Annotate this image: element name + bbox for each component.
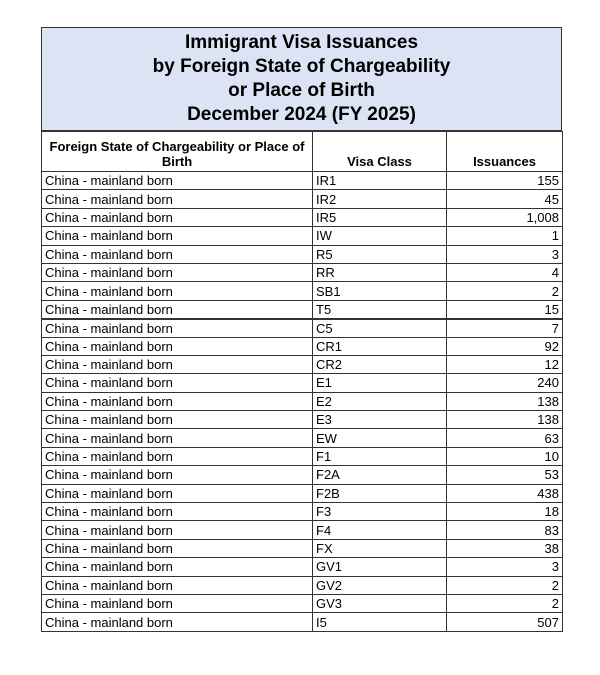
cell-issuances: 240 [447,374,563,392]
cell-state: China - mainland born [42,576,313,594]
cell-visa-class: GV2 [313,576,447,594]
cell-state: China - mainland born [42,355,313,373]
cell-issuances: 1,008 [447,208,563,226]
table-row [42,503,563,521]
cell-state: China - mainland born [42,263,313,281]
table-row [42,300,563,318]
cell-visa-class: IR2 [313,190,447,208]
cell-state: China - mainland born [42,594,313,612]
table-row [42,539,563,557]
cell-issuances: 507 [447,613,563,631]
cell-visa-class: F1 [313,447,447,465]
table-body [42,172,563,632]
cell-issuances: 92 [447,337,563,355]
title-line-1: Immigrant Visa Issuances [184,32,419,53]
title-block [41,27,562,131]
cell-issuances: 155 [447,172,563,190]
cell-issuances: 4 [447,263,563,281]
table-row [42,282,563,300]
cell-state: China - mainland born [42,447,313,465]
cell-state: China - mainland born [42,227,313,245]
cell-issuances: 12 [447,355,563,373]
cell-state: China - mainland born [42,411,313,429]
header-state: Foreign State of Chargeability or Place of Birth [42,132,313,172]
cell-state: China - mainland born [42,208,313,226]
cell-visa-class: C5 [313,319,447,337]
cell-issuances: 53 [447,466,563,484]
cell-visa-class: GV1 [313,558,447,576]
table-row [42,411,563,429]
cell-state: China - mainland born [42,374,313,392]
cell-state: China - mainland born [42,319,313,337]
cell-issuances: 2 [447,282,563,300]
cell-visa-class: E3 [313,411,447,429]
table-row [42,429,563,447]
cell-visa-class: GV3 [313,594,447,612]
cell-state: China - mainland born [42,282,313,300]
cell-issuances: 15 [447,300,563,318]
cell-state: China - mainland born [42,539,313,557]
table-row [42,245,563,263]
cell-visa-class: IR5 [313,208,447,226]
cell-visa-class: F2A [313,466,447,484]
table-row [42,227,563,245]
cell-state: China - mainland born [42,466,313,484]
cell-issuances: 138 [447,411,563,429]
table-row [42,594,563,612]
title-line-4: December 2024 (FY 2025) [187,104,416,125]
table-row [42,190,563,208]
cell-issuances: 1 [447,227,563,245]
cell-state: China - mainland born [42,190,313,208]
cell-visa-class: E2 [313,392,447,410]
table-row [42,613,563,631]
cell-visa-class: IW [313,227,447,245]
table-row [42,355,563,373]
cell-visa-class: I5 [313,613,447,631]
cell-visa-class: IR1 [313,172,447,190]
table-row [42,319,563,337]
cell-visa-class: RR [313,263,447,281]
cell-state: China - mainland born [42,172,313,190]
table-row [42,263,563,281]
table-row [42,392,563,410]
cell-visa-class: F4 [313,521,447,539]
cell-issuances: 3 [447,245,563,263]
cell-state: China - mainland born [42,503,313,521]
cell-visa-class: CR2 [313,355,447,373]
table-header-row [42,132,563,172]
header-issuances: Issuances [447,132,563,172]
table-row [42,466,563,484]
title-line-2: by Foreign State of Chargeability [152,56,451,77]
cell-issuances: 83 [447,521,563,539]
cell-issuances: 10 [447,447,563,465]
table-row [42,521,563,539]
visa-issuance-document [41,27,562,632]
cell-state: China - mainland born [42,392,313,410]
header-visa-class: Visa Class [313,132,447,172]
title-line-3: or Place of Birth [228,80,375,101]
cell-state: China - mainland born [42,245,313,263]
table-row [42,447,563,465]
cell-issuances: 63 [447,429,563,447]
cell-visa-class: F2B [313,484,447,502]
cell-visa-class: T5 [313,300,447,318]
cell-state: China - mainland born [42,484,313,502]
cell-issuances: 2 [447,594,563,612]
cell-issuances: 18 [447,503,563,521]
cell-visa-class: F3 [313,503,447,521]
cell-visa-class: R5 [313,245,447,263]
cell-state: China - mainland born [42,558,313,576]
table-row [42,484,563,502]
cell-visa-class: E1 [313,374,447,392]
cell-issuances: 38 [447,539,563,557]
cell-issuances: 138 [447,392,563,410]
cell-issuances: 2 [447,576,563,594]
cell-issuances: 7 [447,319,563,337]
cell-issuances: 438 [447,484,563,502]
cell-issuances: 3 [447,558,563,576]
cell-state: China - mainland born [42,429,313,447]
issuance-table [41,131,563,632]
table-row [42,374,563,392]
cell-state: China - mainland born [42,613,313,631]
cell-visa-class: CR1 [313,337,447,355]
table-row [42,208,563,226]
cell-visa-class: SB1 [313,282,447,300]
cell-state: China - mainland born [42,337,313,355]
cell-state: China - mainland born [42,521,313,539]
table-row [42,337,563,355]
table-row [42,576,563,594]
cell-visa-class: EW [313,429,447,447]
table-row [42,558,563,576]
cell-issuances: 45 [447,190,563,208]
cell-state: China - mainland born [42,300,313,318]
table-row [42,172,563,190]
cell-visa-class: FX [313,539,447,557]
